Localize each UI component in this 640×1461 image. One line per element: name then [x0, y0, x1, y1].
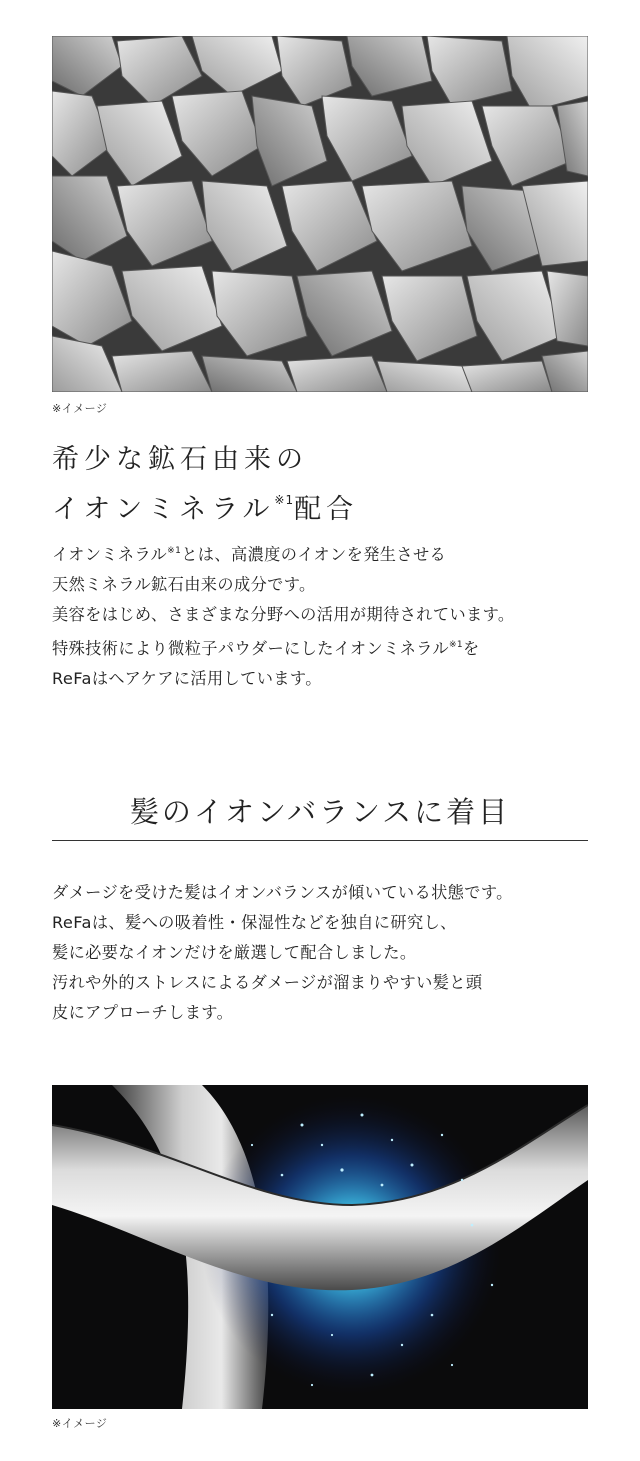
body-line: ReFaは、髪への吸着性・保湿性などを独自に研究し、: [52, 913, 457, 932]
body-line: ダメージを受けた髪はイオンバランスが傾いている状態です。: [52, 883, 513, 902]
heading-line-1: 希少な鉱石由来の: [52, 444, 308, 475]
heading-line-2-tail: 配合: [294, 494, 359, 525]
body-text-span: イオンミネラル: [52, 545, 168, 564]
body-line: 美容をはじめ、さまざまな分野への活用が期待されています。: [52, 605, 515, 624]
heading-divider: [52, 840, 588, 841]
note-mark: ※1: [167, 546, 182, 556]
image-caption: ※イメージ: [52, 402, 108, 415]
body-line: [52, 630, 612, 664]
heading-line-2-main: イオンミネラル: [52, 494, 275, 525]
body-text-span: 特殊技術により微粒子パウダーにしたイオンミネラル: [52, 639, 449, 658]
section-heading-ion-balance: 髪のイオンバランスに着目: [129, 795, 511, 829]
body-line: 天然ミネラル鉱石由来の成分です。: [52, 575, 316, 594]
body-line: [52, 536, 612, 570]
body-text-span: を: [463, 639, 480, 658]
hair-ion-illustration: [52, 1085, 588, 1409]
ion-mineral-description: [52, 536, 612, 694]
stones-illustration: [52, 36, 588, 392]
body-line: 皮にアプローチします。: [52, 1003, 234, 1022]
body-text-span: とは、高濃度のイオンを発生させる: [181, 545, 447, 564]
body-line: ReFaはヘアケアに活用しています。: [52, 669, 322, 688]
heading-note-mark: ※1: [274, 493, 295, 507]
body-line: 髪に必要なイオンだけを厳選して配合しました。: [52, 943, 417, 962]
mineral-stones-image: [52, 36, 588, 392]
hair-ion-image: [52, 1085, 588, 1409]
ion-balance-description: [52, 878, 612, 1028]
body-line: 汚れや外的ストレスによるダメージが溜まりやすい髪と頭: [52, 973, 483, 992]
note-mark: ※1: [448, 640, 464, 650]
section-heading-ion-mineral: [52, 440, 358, 530]
image-caption-2: ※イメージ: [52, 1417, 108, 1430]
